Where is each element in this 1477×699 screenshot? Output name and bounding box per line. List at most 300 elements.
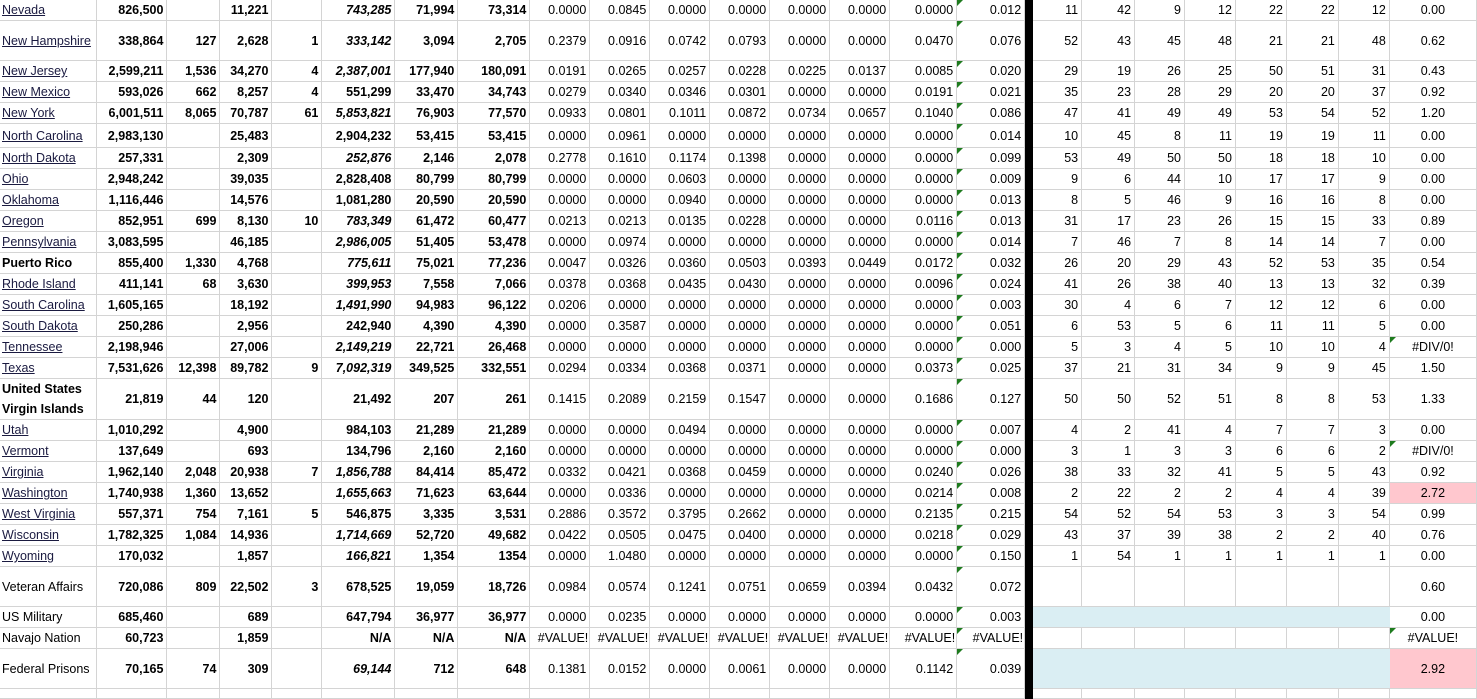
count-cell[interactable]: 207 [395,379,458,420]
rate-cell[interactable]: 0.0000 [590,441,650,462]
count-cell[interactable] [167,441,220,462]
count-cell[interactable]: 77,570 [458,103,530,124]
rate-cell[interactable]: 0.0214 [890,483,957,504]
average-cell[interactable]: 0.000 [957,337,1025,358]
rank-cell[interactable]: 42 [1082,0,1135,21]
count-cell[interactable]: 1,859 [220,628,272,649]
count-cell[interactable]: 7 [272,462,322,483]
count-cell[interactable]: 338,864 [97,21,167,61]
rank-cell[interactable]: 23 [1135,211,1185,232]
average-cell[interactable]: 0.150 [957,546,1025,567]
count-cell[interactable]: 743,285 [322,0,395,21]
rank-cell[interactable]: 40 [1185,274,1236,295]
count-cell[interactable] [167,607,220,628]
rate-cell[interactable]: 0.0000 [530,607,590,628]
average-cell[interactable]: 0.021 [957,82,1025,103]
rate-cell[interactable]: 0.0000 [830,337,890,358]
rate-cell[interactable]: 0.0000 [590,190,650,211]
rank-cell[interactable] [1033,607,1082,628]
rate-cell[interactable]: 0.0742 [650,21,710,61]
row-label[interactable] [0,441,97,462]
average-cell[interactable]: 0.024 [957,274,1025,295]
rate-cell[interactable]: 0.0294 [530,358,590,379]
rank-cell[interactable]: 1 [1286,546,1338,567]
rate-cell[interactable]: 0.0475 [650,525,710,546]
rank-cell[interactable]: 9 [1135,0,1185,21]
rate-cell[interactable]: 0.0000 [770,82,830,103]
average-cell[interactable]: 0.014 [957,124,1025,148]
rank-cell[interactable]: 32 [1338,274,1389,295]
state-link[interactable]: South Dakota [2,319,78,333]
empty-cell[interactable] [97,689,167,699]
rate-cell[interactable]: 0.2379 [530,21,590,61]
count-cell[interactable] [272,274,322,295]
rank-cell[interactable]: 1 [1135,546,1185,567]
rate-cell[interactable]: 0.0801 [590,103,650,124]
rank-cell[interactable]: 31 [1338,61,1389,82]
average-cell[interactable]: 0.029 [957,525,1025,546]
rank-cell[interactable]: 9 [1235,358,1286,379]
rate-cell[interactable]: 0.0228 [710,211,770,232]
count-cell[interactable]: 4,768 [220,253,272,274]
rate-cell[interactable]: 0.0000 [770,0,830,21]
count-cell[interactable]: 70,165 [97,649,167,689]
state-link[interactable]: New Mexico [2,85,71,99]
rate-cell[interactable]: 0.0135 [650,211,710,232]
rank-cell[interactable]: 3 [1033,441,1082,462]
empty-cell[interactable] [272,689,322,699]
rate-cell[interactable]: 0.0061 [710,649,770,689]
count-cell[interactable]: 2,146 [395,148,458,169]
count-cell[interactable]: 8,257 [220,82,272,103]
average-cell[interactable]: 0.007 [957,420,1025,441]
rate-cell[interactable]: 0.0000 [650,546,710,567]
rank-cell[interactable]: 17 [1235,169,1286,190]
rate-cell[interactable]: 0.0000 [710,316,770,337]
rate-cell[interactable]: 0.0505 [590,525,650,546]
rate-cell[interactable]: 0.0000 [770,211,830,232]
count-cell[interactable]: 80,799 [458,169,530,190]
count-cell[interactable]: 1 [272,21,322,61]
count-cell[interactable]: 546,875 [322,504,395,525]
count-cell[interactable] [272,190,322,211]
count-cell[interactable]: 1,655,663 [322,483,395,504]
rate-cell[interactable]: 0.0000 [530,190,590,211]
row-label[interactable] [0,358,97,379]
average-cell[interactable]: 0.039 [957,649,1025,689]
ratio-cell[interactable]: 0.00 [1389,124,1476,148]
average-cell[interactable]: 0.072 [957,567,1025,607]
state-link[interactable]: West Virginia [2,507,76,521]
rank-cell[interactable]: 11 [1185,124,1236,148]
rank-cell[interactable]: 54 [1135,504,1185,525]
rank-cell[interactable]: 26 [1082,274,1135,295]
rank-cell[interactable]: 19 [1082,61,1135,82]
rate-cell[interactable]: 0.0000 [770,483,830,504]
rate-cell[interactable]: 0.0430 [710,274,770,295]
state-link[interactable]: Texas [2,361,35,375]
rate-cell[interactable]: 0.1547 [710,379,770,420]
rate-cell[interactable]: 0.0085 [890,61,957,82]
rank-cell[interactable]: 35 [1033,82,1082,103]
count-cell[interactable]: 21,819 [97,379,167,420]
count-cell[interactable]: 3,630 [220,274,272,295]
rate-cell[interactable]: 0.0000 [770,124,830,148]
rank-cell[interactable]: 16 [1235,190,1286,211]
row-label[interactable] [0,169,97,190]
rank-cell[interactable]: 4 [1135,337,1185,358]
rate-cell[interactable]: 0.0000 [710,169,770,190]
state-link[interactable]: New York [2,106,55,120]
ratio-cell[interactable]: #VALUE! [1389,628,1476,649]
rank-cell[interactable]: 10 [1338,148,1389,169]
count-cell[interactable]: 53,415 [458,124,530,148]
rank-cell[interactable]: 43 [1082,21,1135,61]
rate-cell[interactable]: 0.0137 [830,61,890,82]
count-cell[interactable]: 593,026 [97,82,167,103]
count-cell[interactable]: 3,083,595 [97,232,167,253]
count-cell[interactable] [272,295,322,316]
rate-cell[interactable]: 0.0435 [650,274,710,295]
count-cell[interactable]: 60,477 [458,211,530,232]
rate-cell[interactable]: 0.0000 [770,190,830,211]
rate-cell[interactable]: 0.0240 [890,462,957,483]
empty-cell[interactable] [0,689,97,699]
rate-cell[interactable]: 0.0000 [830,0,890,21]
rate-cell[interactable]: 0.0000 [710,337,770,358]
row-label[interactable] [0,316,97,337]
rank-cell[interactable]: 6 [1286,441,1338,462]
rank-cell[interactable]: 20 [1235,82,1286,103]
average-cell[interactable]: 0.076 [957,21,1025,61]
rank-cell[interactable] [1135,649,1185,689]
rate-cell[interactable]: 0.0751 [710,567,770,607]
rank-cell[interactable]: 6 [1135,295,1185,316]
rank-cell[interactable]: 41 [1033,274,1082,295]
count-cell[interactable]: 85,472 [458,462,530,483]
ratio-cell[interactable]: 0.00 [1389,148,1476,169]
rank-cell[interactable] [1338,607,1389,628]
rate-cell[interactable]: 0.0000 [530,169,590,190]
rank-cell[interactable]: 54 [1033,504,1082,525]
count-cell[interactable] [272,148,322,169]
rate-cell[interactable]: 0.0872 [710,103,770,124]
count-cell[interactable]: 3 [272,567,322,607]
count-cell[interactable] [272,483,322,504]
rank-cell[interactable]: 17 [1286,169,1338,190]
count-cell[interactable]: 25,483 [220,124,272,148]
rank-cell[interactable]: 38 [1033,462,1082,483]
rate-cell[interactable]: 0.0000 [530,316,590,337]
average-cell[interactable]: 0.051 [957,316,1025,337]
count-cell[interactable]: 34,270 [220,61,272,82]
rank-cell[interactable] [1286,567,1338,607]
rank-cell[interactable]: 3 [1135,441,1185,462]
rate-cell[interactable]: 0.0000 [530,420,590,441]
count-cell[interactable]: 1,856,788 [322,462,395,483]
rank-cell[interactable]: 8 [1135,124,1185,148]
rank-cell[interactable]: 51 [1185,379,1236,420]
rank-cell[interactable]: 29 [1185,82,1236,103]
rank-cell[interactable]: 13 [1286,274,1338,295]
count-cell[interactable]: 46,185 [220,232,272,253]
count-cell[interactable]: 309 [220,649,272,689]
count-cell[interactable]: 1,081,280 [322,190,395,211]
rate-cell[interactable]: 0.0000 [530,232,590,253]
ratio-cell[interactable]: 1.50 [1389,358,1476,379]
rate-cell[interactable]: 0.2135 [890,504,957,525]
count-cell[interactable]: 1,491,990 [322,295,395,316]
rate-cell[interactable]: 0.0000 [530,0,590,21]
count-cell[interactable]: 14,936 [220,525,272,546]
rate-cell[interactable]: 0.0000 [890,441,957,462]
rank-cell[interactable]: 31 [1135,358,1185,379]
state-link[interactable]: Oregon [2,214,44,228]
rate-cell[interactable]: 0.0933 [530,103,590,124]
empty-cell[interactable] [1185,689,1236,699]
rate-cell[interactable]: 0.0940 [650,190,710,211]
count-cell[interactable]: 89,782 [220,358,272,379]
ratio-cell[interactable]: 0.92 [1389,462,1476,483]
count-cell[interactable] [167,546,220,567]
rate-cell[interactable]: 0.0000 [710,546,770,567]
rate-cell[interactable]: 0.0116 [890,211,957,232]
rate-cell[interactable]: 0.0449 [830,253,890,274]
rank-cell[interactable]: 37 [1082,525,1135,546]
rate-cell[interactable]: 0.0191 [530,61,590,82]
rank-cell[interactable]: 1 [1082,441,1135,462]
count-cell[interactable]: 61,472 [395,211,458,232]
rate-cell[interactable]: 0.1142 [890,649,957,689]
state-link[interactable]: Virginia [2,465,44,479]
rank-cell[interactable]: 5 [1082,190,1135,211]
rate-cell[interactable]: 0.0394 [830,567,890,607]
rate-cell[interactable]: 0.0961 [590,124,650,148]
count-cell[interactable]: 127 [167,21,220,61]
rate-cell[interactable]: 0.0000 [770,441,830,462]
rank-cell[interactable]: 6 [1338,295,1389,316]
count-cell[interactable]: 333,142 [322,21,395,61]
rate-cell[interactable]: 0.0000 [770,649,830,689]
rank-cell[interactable]: 3 [1082,337,1135,358]
row-label[interactable] [0,21,97,61]
rate-cell[interactable]: 0.1174 [650,148,710,169]
rank-cell[interactable]: 11 [1235,316,1286,337]
rate-cell[interactable]: 0.0000 [530,337,590,358]
empty-cell[interactable] [770,689,830,699]
rank-cell[interactable]: 32 [1135,462,1185,483]
rank-cell[interactable]: 5 [1185,337,1236,358]
count-cell[interactable] [272,525,322,546]
count-cell[interactable]: 1,536 [167,61,220,82]
count-cell[interactable]: 33,470 [395,82,458,103]
count-cell[interactable]: 1,857 [220,546,272,567]
rank-cell[interactable]: 1 [1235,546,1286,567]
rate-cell[interactable]: 0.0000 [770,607,830,628]
rank-cell[interactable]: 22 [1286,0,1338,21]
row-label[interactable] [0,337,97,358]
row-label[interactable] [0,420,97,441]
count-cell[interactable]: 754 [167,504,220,525]
rank-cell[interactable]: 53 [1286,253,1338,274]
rank-cell[interactable]: 41 [1082,103,1135,124]
rank-cell[interactable]: 16 [1286,190,1338,211]
rate-cell[interactable]: 0.0213 [530,211,590,232]
count-cell[interactable]: 4 [272,61,322,82]
count-cell[interactable]: 2,705 [458,21,530,61]
rate-cell[interactable]: 0.0000 [770,337,830,358]
count-cell[interactable]: 3,094 [395,21,458,61]
rate-cell[interactable]: 0.0000 [590,337,650,358]
rank-cell[interactable]: 49 [1135,103,1185,124]
count-cell[interactable]: 94,983 [395,295,458,316]
rank-cell[interactable]: 53 [1185,504,1236,525]
count-cell[interactable]: 7,161 [220,504,272,525]
ratio-cell[interactable]: 0.89 [1389,211,1476,232]
empty-cell[interactable] [530,689,590,699]
average-cell[interactable]: 0.008 [957,483,1025,504]
count-cell[interactable]: 647,794 [322,607,395,628]
rank-cell[interactable]: 39 [1338,483,1389,504]
rate-cell[interactable]: 0.0494 [650,420,710,441]
count-cell[interactable]: 7,066 [458,274,530,295]
count-cell[interactable] [272,628,322,649]
rate-cell[interactable]: 0.0000 [890,546,957,567]
rate-cell[interactable]: 0.0845 [590,0,650,21]
rate-cell[interactable]: 0.0659 [770,567,830,607]
rank-cell[interactable]: 11 [1286,316,1338,337]
row-label[interactable] [0,190,97,211]
count-cell[interactable]: 2,048 [167,462,220,483]
rank-cell[interactable]: 14 [1286,232,1338,253]
average-cell[interactable]: 0.012 [957,0,1025,21]
rate-cell[interactable]: 0.0336 [590,483,650,504]
average-cell[interactable]: 0.026 [957,462,1025,483]
count-cell[interactable]: 1,714,669 [322,525,395,546]
count-cell[interactable]: 39,035 [220,169,272,190]
rate-cell[interactable]: 0.0301 [710,82,770,103]
rate-cell[interactable]: 0.0916 [590,21,650,61]
rank-cell[interactable]: 34 [1185,358,1236,379]
rank-cell[interactable]: 2 [1286,525,1338,546]
rate-cell[interactable]: 0.0000 [590,295,650,316]
count-cell[interactable]: 20,590 [458,190,530,211]
empty-cell[interactable] [395,689,458,699]
rank-cell[interactable]: 45 [1135,21,1185,61]
rate-cell[interactable]: 0.1381 [530,649,590,689]
rank-cell[interactable]: 9 [1185,190,1236,211]
count-cell[interactable]: 8,065 [167,103,220,124]
rank-cell[interactable]: 10 [1235,337,1286,358]
count-cell[interactable]: N/A [458,628,530,649]
rank-cell[interactable]: 4 [1286,483,1338,504]
rate-cell[interactable]: 0.3572 [590,504,650,525]
count-cell[interactable]: 61 [272,103,322,124]
row-label[interactable] [0,82,97,103]
count-cell[interactable]: 4,390 [395,316,458,337]
count-cell[interactable]: 261 [458,379,530,420]
rate-cell[interactable]: 0.0225 [770,61,830,82]
rank-cell[interactable]: 2 [1135,483,1185,504]
count-cell[interactable] [167,232,220,253]
count-cell[interactable]: 36,977 [395,607,458,628]
rate-cell[interactable]: 0.0340 [590,82,650,103]
count-cell[interactable]: 411,141 [97,274,167,295]
rank-cell[interactable]: 1 [1033,546,1082,567]
rank-cell[interactable]: 2 [1235,525,1286,546]
rate-cell[interactable]: 0.0793 [710,21,770,61]
count-cell[interactable]: 2,160 [458,441,530,462]
rank-cell[interactable]: 52 [1082,504,1135,525]
count-cell[interactable]: 1,360 [167,483,220,504]
count-cell[interactable]: 4 [272,82,322,103]
count-cell[interactable]: 19,059 [395,567,458,607]
count-cell[interactable]: 257,331 [97,148,167,169]
rate-cell[interactable]: 0.0368 [650,358,710,379]
count-cell[interactable]: 2,149,219 [322,337,395,358]
rate-cell[interactable]: #VALUE! [530,628,590,649]
count-cell[interactable]: 13,652 [220,483,272,504]
count-cell[interactable]: 689 [220,607,272,628]
rate-cell[interactable]: 0.0000 [830,546,890,567]
count-cell[interactable]: 20,938 [220,462,272,483]
rate-cell[interactable]: 0.0000 [650,316,710,337]
rank-cell[interactable] [1135,607,1185,628]
rank-cell[interactable] [1033,649,1082,689]
count-cell[interactable]: 399,953 [322,274,395,295]
rank-cell[interactable] [1033,628,1082,649]
count-cell[interactable]: 775,611 [322,253,395,274]
rank-cell[interactable]: 23 [1082,82,1135,103]
rank-cell[interactable]: 5 [1033,337,1082,358]
rank-cell[interactable]: 35 [1338,253,1389,274]
row-label[interactable] [0,504,97,525]
row-label[interactable] [0,124,97,148]
empty-cell[interactable] [1235,689,1286,699]
rate-cell[interactable]: 0.0000 [590,420,650,441]
count-cell[interactable] [167,337,220,358]
count-cell[interactable]: 20,590 [395,190,458,211]
count-cell[interactable] [167,295,220,316]
rate-cell[interactable]: 0.2089 [590,379,650,420]
count-cell[interactable]: 557,371 [97,504,167,525]
rank-cell[interactable]: 53 [1338,379,1389,420]
rank-cell[interactable]: 21 [1286,21,1338,61]
count-cell[interactable]: 51,405 [395,232,458,253]
rank-cell[interactable]: 38 [1135,274,1185,295]
rate-cell[interactable]: 0.0000 [890,607,957,628]
count-cell[interactable]: 1,010,292 [97,420,167,441]
rank-cell[interactable]: 52 [1338,103,1389,124]
rank-cell[interactable]: 1 [1338,546,1389,567]
rate-cell[interactable]: 0.0096 [890,274,957,295]
empty-cell[interactable] [458,689,530,699]
ratio-cell[interactable]: 1.33 [1389,379,1476,420]
rank-cell[interactable]: 22 [1235,0,1286,21]
count-cell[interactable] [167,316,220,337]
count-cell[interactable]: 69,144 [322,649,395,689]
rank-cell[interactable]: 49 [1185,103,1236,124]
ratio-cell[interactable]: 0.00 [1389,607,1476,628]
count-cell[interactable]: 5 [272,504,322,525]
rate-cell[interactable]: 0.0378 [530,274,590,295]
count-cell[interactable]: 7,531,626 [97,358,167,379]
count-cell[interactable]: 6,001,511 [97,103,167,124]
rate-cell[interactable]: 0.0172 [890,253,957,274]
rank-cell[interactable]: 11 [1338,124,1389,148]
rank-cell[interactable] [1082,649,1135,689]
count-cell[interactable] [272,546,322,567]
